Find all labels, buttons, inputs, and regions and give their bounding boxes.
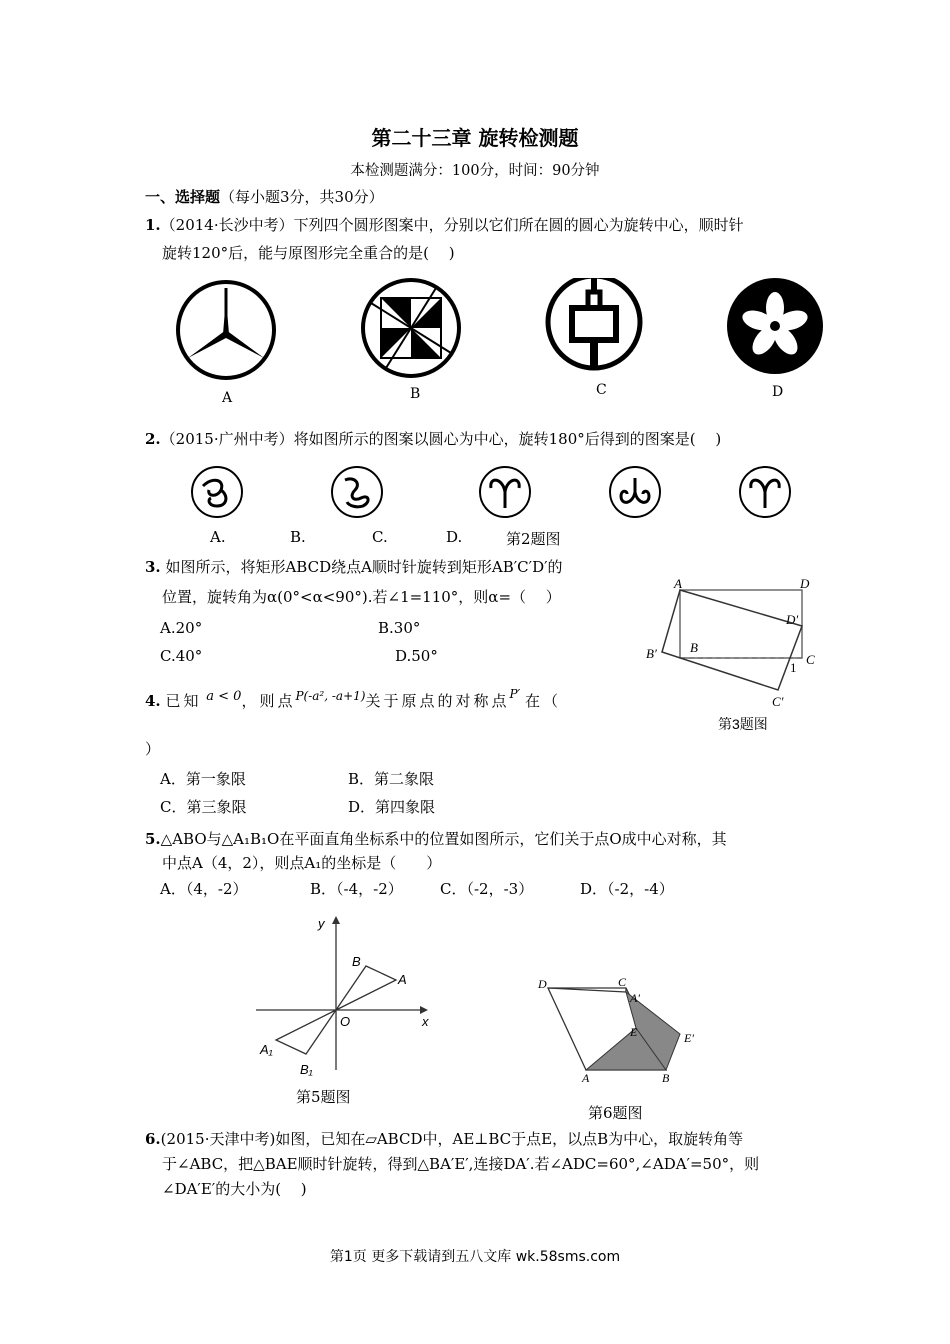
q1-figure-b: [363, 280, 459, 376]
q6-label-a: A: [582, 1071, 590, 1085]
question-5-line-2: 中点A（4，2），则点A₁的坐标是（ ）: [162, 854, 442, 872]
q3-label-c-prime: C′: [772, 694, 784, 709]
question-2-figures: [185, 462, 805, 526]
q5-label-a: A: [398, 972, 407, 987]
section-heading: [145, 186, 384, 207]
q4-text-b: ，则点: [241, 692, 296, 710]
q5-label-x: x: [422, 1014, 429, 1029]
section-heading-note: （每小题3分，共30分）: [220, 188, 384, 206]
q5-label-a1: A₁: [260, 1042, 273, 1057]
q5-option-c: C．（-2，-3）: [440, 880, 534, 898]
question-2-number: 2.: [145, 430, 161, 448]
page-footer: 第1页 更多下载请到五八文库 wk.58sms.com: [329, 1249, 621, 1265]
q1-label-d: D: [772, 384, 784, 400]
section-heading-label: 一、选择题: [145, 188, 221, 206]
q3-label-d: D: [800, 576, 810, 591]
q5-label-o: O: [340, 1014, 351, 1029]
q6-label-d: D: [538, 977, 547, 991]
q1-label-c: C: [596, 382, 607, 398]
q1-figure-d: [727, 278, 823, 374]
question-6-line-3: ∠DA′E′的大小为( ): [162, 1180, 307, 1198]
q2-option-b: B.: [290, 528, 306, 546]
q4-close-paren: ）: [145, 740, 161, 758]
q4-text-d: 在（: [525, 692, 562, 710]
q5-label-b1: B₁: [300, 1062, 313, 1077]
q3-option-c: C.40°: [160, 647, 203, 665]
q3-label-a: A: [674, 576, 682, 591]
q3-label-angle-1: 1: [790, 660, 797, 675]
q5-option-b: B．（-4，-2）: [310, 880, 403, 898]
page-subtitle: 本检测题满分：100分，时间：90分钟: [350, 163, 600, 179]
q2-figure-5: [740, 467, 790, 517]
q1-label-b: B: [410, 386, 421, 402]
q5-option-d: D．（-2，-4）: [580, 880, 674, 898]
q6-label-e: E: [630, 1025, 638, 1039]
q4-option-a: A．第一象限: [160, 770, 246, 788]
q4-point-prime: P′: [509, 687, 521, 701]
q2-figure-1: [192, 467, 242, 517]
question-6-line-2: 于∠ABC，把△BAE顺时针旋转，得到△BA′E′,连接DA′.若∠ADC=60°,∠ADA′=50°，则: [162, 1155, 760, 1173]
q1-label-a: A: [222, 390, 233, 406]
question-2-line-1: [145, 428, 721, 449]
question-3-number: 3.: [145, 558, 161, 576]
q5-label-y: y: [318, 916, 325, 931]
question-6-text: (2015·天津中考)如图，已知在▱ABCD中，AE⊥BC于点E，以点B为中心，取旋转角等: [160, 1130, 744, 1148]
question-1-figures: [170, 278, 830, 408]
q2-option-c: C.: [372, 528, 388, 546]
question-2-text: （2015·广州中考）将如图所示的图案以圆心为中心，旋转180°后得到的图案是( ): [160, 430, 722, 448]
q6-figure-caption: 第6题图: [588, 1104, 643, 1122]
page-title: 第二十三章 旋转检测题: [371, 126, 579, 150]
question-6-line-1: [145, 1128, 743, 1149]
q5-figure-caption: 第5题图: [296, 1088, 351, 1106]
q5-label-b: B: [352, 954, 361, 969]
question-1-line-2: 旋转120°后，能与原图形完全重合的是( ): [162, 244, 455, 262]
q6-label-e-prime: E′: [684, 1031, 694, 1045]
question-5-number: 5.: [145, 830, 161, 848]
q3-option-a: A.20°: [160, 619, 203, 637]
q2-figure-caption: 第2题图: [506, 530, 561, 548]
q4-option-c: C．第三象限: [160, 798, 247, 816]
q4-condition: a < 0: [206, 689, 242, 704]
q4-option-b: B．第二象限: [348, 770, 435, 788]
q3-figure-caption: 第3题图: [718, 716, 768, 732]
q2-figure-2: [332, 467, 382, 517]
q3-option-b: B.30°: [378, 619, 421, 637]
question-6-number: 6.: [145, 1130, 161, 1148]
q3-label-d-prime: D′: [786, 612, 799, 627]
q1-figure-a: [178, 282, 274, 378]
q6-label-a-prime: A′: [630, 991, 640, 1005]
q2-option-d: D.: [446, 528, 463, 546]
question-1-text: （2014·长沙中考）下列四个圆形图案中，分别以它们所在圆的圆心为旋转中心，顺时针: [160, 216, 744, 234]
q1-figure-c: [548, 278, 640, 368]
q4-text-c: 关于原点的对称点: [365, 692, 510, 710]
question-5-figure: [250, 910, 440, 1080]
q4-point: P(-a², -a+1): [295, 689, 366, 703]
question-4-number: 4.: [145, 692, 161, 710]
q3-label-b: B: [690, 640, 698, 655]
q4-option-d: D．第四象限: [348, 798, 436, 816]
question-6-figure: [530, 970, 710, 1090]
q2-figure-4: [610, 467, 660, 517]
q4-text-a: 已知: [165, 692, 202, 710]
question-3-text: 如图所示，将矩形ABCD绕点A顺时针旋转到矩形AB′C′D′的: [165, 558, 563, 576]
q3-label-b-prime: B′: [646, 646, 657, 661]
q2-figure-3: [480, 467, 530, 517]
q2-option-a: A.: [210, 528, 226, 546]
question-3-line-2: 位置，旋转角为α(0°<α<90°).若∠1=110°，则α=（ ）: [162, 588, 561, 606]
question-5-text: △ABO与△A₁B₁O在平面直角坐标系中的位置如图所示，它们关于点O成中心对称，其: [160, 830, 727, 848]
question-3-line-1: [145, 556, 563, 577]
question-5-line-1: [145, 828, 727, 849]
q6-label-b: B: [662, 1071, 670, 1085]
question-1-number: 1.: [145, 216, 161, 234]
question-1-line-1: [145, 214, 744, 235]
question-4-line-1: [145, 687, 562, 711]
q3-label-c: C: [806, 652, 815, 667]
q5-option-a: A．（4，-2）: [160, 880, 248, 898]
q3-option-d: D.50°: [395, 647, 438, 665]
q6-label-c: C: [618, 975, 627, 989]
